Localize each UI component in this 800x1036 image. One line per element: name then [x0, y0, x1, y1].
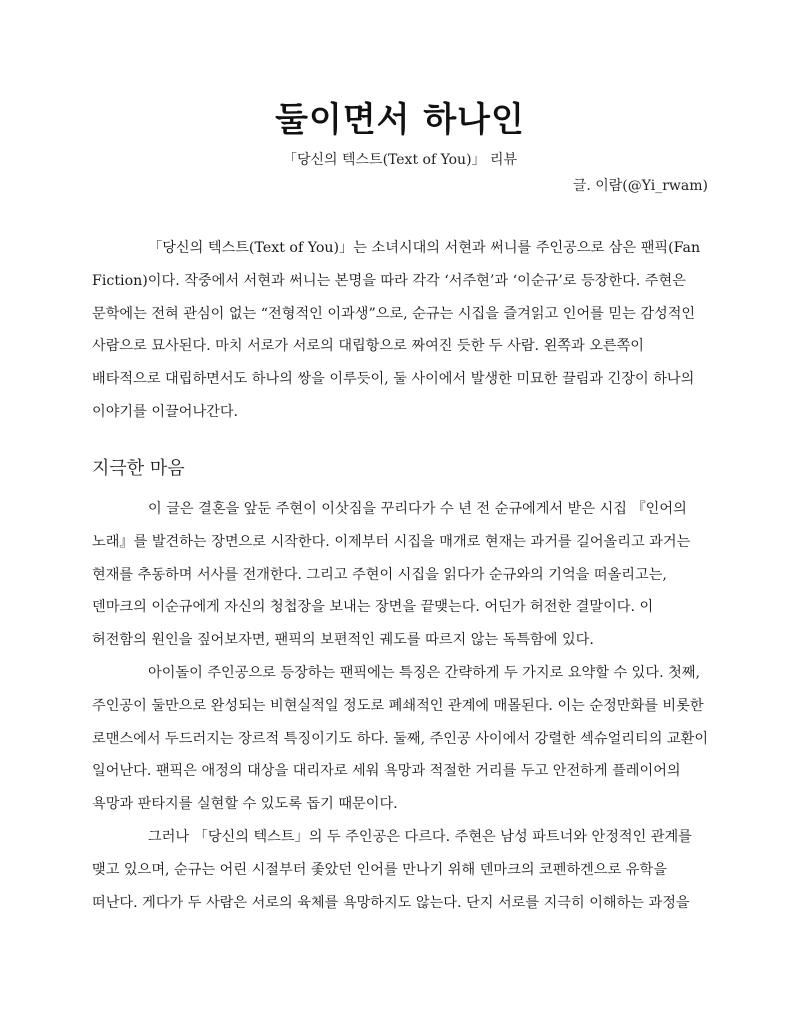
text-line: 배타적으로 대립하면서도 하나의 쌍을 이루듯이, 둘 사이에서 발생한 미묘한 끌림과 긴장이 하나의 — [92, 371, 695, 388]
section-heading: 지극한 마음 — [92, 458, 185, 479]
paragraph — [92, 821, 714, 919]
text-line: 일어난다. 팬픽은 애정의 대상을 대리자로 세워 욕망과 적절한 거리를 두고 안전하게 플레이어의 — [92, 763, 681, 780]
text-line: 주인공이 둘만으로 완성되는 비현실적일 정도로 폐쇄적인 관계에 매몰된다. 이는 순정만화를 비롯한 — [92, 697, 704, 714]
text-line: 「당신의 텍스트(Text of You)」는 소녀시대의 서현과 써니를 주인공으로 삼은 팬픽(Fan — [148, 240, 701, 256]
text-line: 맺고 있으며, 순규는 어린 시절부터 좇았던 인어를 만나기 위해 덴마크의 코펜하겐으로 유학을 — [92, 861, 667, 878]
text-line: 이 글은 결혼을 앞둔 주현이 이삿짐을 꾸리다가 수 년 전 순규에게서 받은 시집 『인어의 — [148, 501, 687, 517]
text-line: 허전함의 원인을 짚어보자면, 팬픽의 보편적인 궤도를 따르지 않는 독특함에 있다. — [92, 632, 594, 649]
text-line: 아이돌이 주인공으로 등장하는 팬픽에는 특징은 간략하게 두 가지로 요약할 수 있다. 첫째, — [148, 664, 701, 681]
document-subtitle: 「당신의 텍스트(Text of You)」 리뷰 — [282, 152, 518, 168]
text-line: 현재를 추동하며 서사를 전개한다. 그리고 주현이 시집을 읽다가 순규와의 기억을 떠올리고는, — [92, 566, 667, 583]
paragraph — [92, 657, 714, 821]
intro-paragraph — [92, 232, 714, 429]
document-title: 둘이면서 하나인 — [275, 100, 525, 140]
text-line: 욕망과 판타지를 실현할 수 있도록 돕기 때문이다. — [92, 796, 398, 813]
text-line: 그러나 「당신의 텍스트」의 두 주인공은 다르다. 주현은 남성 파트너와 안정적인 관계를 — [148, 828, 692, 845]
text-line: 로맨스에서 두드러지는 장르적 특징이기도 하다. 둘째, 주인공 사이에서 강렬한 섹슈얼리티의 교환이 — [92, 730, 709, 747]
text-line: 이야기를 이끌어나간다. — [92, 403, 239, 420]
author-credit: 글. 이람(@Yi_rwam) — [572, 178, 708, 194]
paragraph — [92, 493, 714, 657]
section-body — [92, 493, 714, 919]
text-line: 덴마크의 이순규에게 자신의 청첩장을 보내는 장면을 끝맺는다. 어딘가 허전한 결말이다. 이 — [92, 599, 654, 616]
text-line: 사람으로 묘사된다. 마치 서로가 서로의 대립항으로 짜여진 듯한 두 사람. 왼쪽과 오른쪽이 — [92, 338, 645, 355]
text-line: 노래』를 발견하는 장면으로 시작한다. 이제부터 시집을 매개로 현재는 과거를 길어올리고 과거는 — [92, 533, 691, 550]
text-line: Fiction)이다. 작중에서 서현과 써니는 본명을 따라 각각 ‘서주현’과 ‘이순규’로 등장한다. 주현은 — [92, 272, 686, 289]
text-line: 떠난다. 게다가 두 사람은 서로의 육체를 욕망하지도 않는다. 단지 서로를 지극히 이해하는 과정을 — [92, 894, 690, 911]
text-line: 문학에는 전혀 관심이 없는 “전형적인 이과생”으로, 순규는 시집을 즐겨읽고 인어를 믿는 감성적인 — [92, 305, 696, 322]
